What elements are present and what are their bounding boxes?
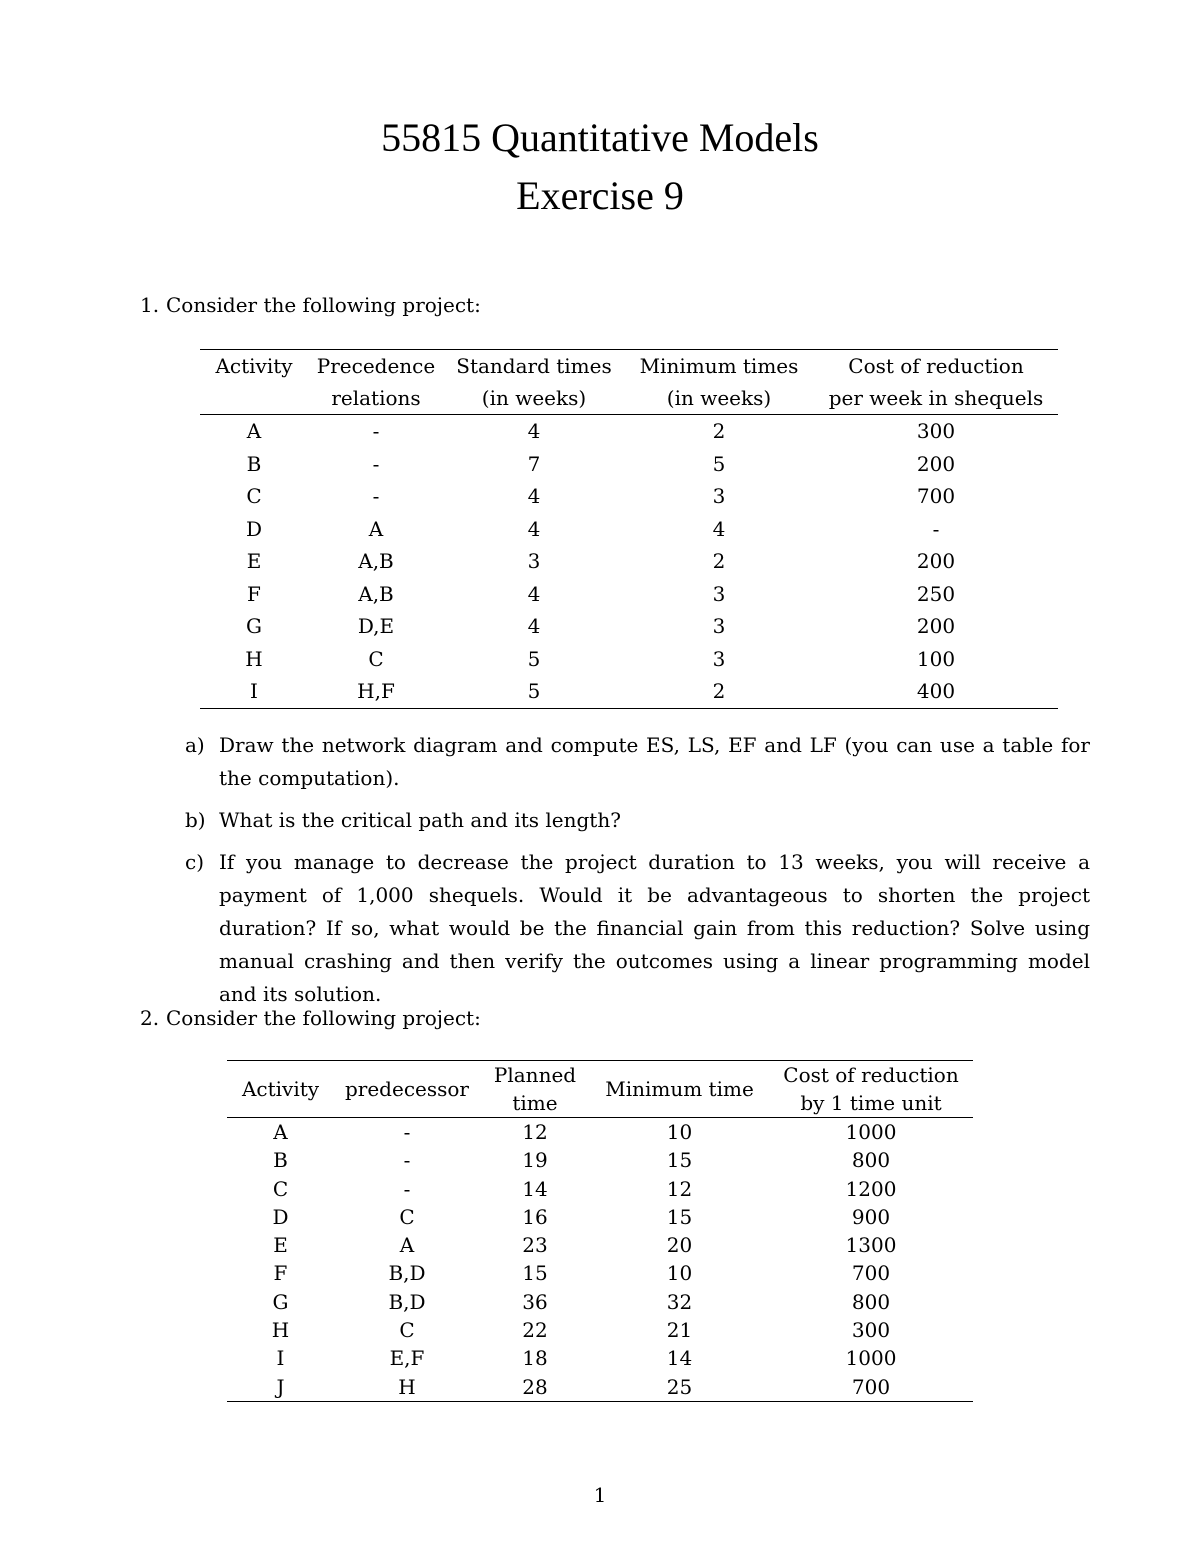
table-cell: A bbox=[399, 1233, 415, 1258]
question-2-text: Consider the following project: bbox=[166, 1006, 481, 1030]
table-row bbox=[200, 448, 1058, 481]
table-row bbox=[200, 675, 1058, 708]
table-cell: 1000 bbox=[845, 1120, 897, 1144]
question-2-intro bbox=[140, 1005, 481, 1031]
table-cell: B,D bbox=[388, 1261, 426, 1286]
table-row bbox=[227, 1316, 973, 1344]
table-row bbox=[200, 415, 1058, 448]
table-cell: 700 bbox=[851, 1261, 891, 1286]
column-header: predecessor bbox=[334, 1061, 480, 1118]
question-2-number: 2. bbox=[140, 1006, 160, 1030]
table-cell: 14 bbox=[666, 1346, 693, 1371]
table-cell: 5 bbox=[712, 451, 726, 476]
table-cell: 2 bbox=[712, 419, 726, 443]
table-cell: 4 bbox=[527, 419, 541, 443]
part-text: If you manage to decrease the project duration to 13 weeks, you will receive a payment of 1,000 shequels. Would it be advantageous to shorten the project duration? If so, what would be the financial gain from this reduction? Solve using manual crashing and then verify the outcomes using a linear programming model and its solution. bbox=[219, 850, 1090, 1006]
table-cell: B bbox=[246, 451, 262, 476]
table-cell: C bbox=[246, 484, 262, 508]
part-text: Draw the network diagram and compute ES, LS, EF and LF (you can use a table for the computation). bbox=[219, 733, 1090, 790]
table-cell: 15 bbox=[666, 1148, 693, 1173]
table-cell: 10 bbox=[666, 1261, 693, 1286]
document-title: 55815 Quantitative Models bbox=[381, 115, 819, 160]
table-cell: 32 bbox=[666, 1289, 693, 1314]
table-cell: 15 bbox=[666, 1204, 693, 1229]
table-row bbox=[200, 643, 1058, 676]
column-header: (in weeks) bbox=[624, 382, 814, 415]
table-row bbox=[227, 1373, 973, 1402]
table-cell: A,B bbox=[358, 581, 394, 606]
table-cell: 200 bbox=[916, 451, 956, 476]
table-cell: 7 bbox=[527, 451, 541, 476]
table-cell: 300 bbox=[851, 1318, 891, 1343]
part-label: b) bbox=[185, 808, 206, 832]
table-cell: I bbox=[276, 1346, 285, 1371]
table-cell: 700 bbox=[851, 1374, 891, 1399]
table-row bbox=[200, 578, 1058, 611]
table-cell: 14 bbox=[522, 1176, 548, 1201]
table-cell: 36 bbox=[522, 1289, 548, 1314]
table-cell: 5 bbox=[527, 679, 541, 703]
column-header: Cost of reduction by 1 time unit bbox=[769, 1061, 973, 1118]
table-cell: D bbox=[245, 516, 263, 541]
table-row bbox=[227, 1146, 973, 1174]
table-cell: 1200 bbox=[845, 1176, 897, 1201]
table-cell: 28 bbox=[522, 1374, 548, 1399]
table-cell: 800 bbox=[851, 1289, 891, 1314]
question-1-number: 1. bbox=[140, 293, 160, 317]
table-cell: 22 bbox=[522, 1318, 548, 1343]
table-cell: 15 bbox=[522, 1261, 548, 1286]
column-header: Precedence bbox=[316, 354, 436, 378]
column-header bbox=[200, 382, 308, 415]
table-cell: E bbox=[246, 549, 262, 573]
table-cell: B,D bbox=[388, 1289, 426, 1314]
question-1-part-a bbox=[185, 729, 1090, 795]
question-1-part-b bbox=[185, 804, 1090, 837]
table-cell: 200 bbox=[916, 549, 956, 573]
table-cell: C bbox=[399, 1318, 415, 1343]
page-number: 1 bbox=[593, 1483, 607, 1507]
table-cell: - bbox=[372, 484, 380, 508]
table-row bbox=[200, 610, 1058, 643]
table-row bbox=[227, 1231, 973, 1259]
table-cell: 23 bbox=[522, 1233, 548, 1258]
table-cell: H,F bbox=[357, 679, 395, 703]
table-cell: - bbox=[372, 419, 380, 443]
table-cell: 12 bbox=[522, 1120, 548, 1144]
table-cell: 4 bbox=[527, 581, 541, 606]
table-cell: E bbox=[273, 1233, 288, 1258]
table-cell: G bbox=[272, 1289, 289, 1314]
table-cell: 10 bbox=[666, 1120, 693, 1144]
table-cell: 19 bbox=[522, 1148, 548, 1173]
part-label: a) bbox=[185, 733, 205, 757]
table-cell: 20 bbox=[666, 1233, 693, 1258]
column-header: Activity bbox=[215, 354, 293, 378]
table-row bbox=[227, 1203, 973, 1231]
table-row bbox=[227, 1259, 973, 1287]
column-header: Planned time bbox=[480, 1061, 590, 1118]
table-cell: - bbox=[932, 516, 940, 541]
table-cell: 18 bbox=[522, 1346, 548, 1371]
column-header: Minimum time bbox=[590, 1061, 769, 1118]
table-cell: 21 bbox=[666, 1318, 693, 1343]
table-cell: - bbox=[403, 1148, 411, 1173]
table-cell: A bbox=[246, 419, 262, 443]
table-cell: 700 bbox=[916, 484, 956, 508]
table-cell: 200 bbox=[916, 614, 956, 638]
table-cell: D bbox=[272, 1204, 289, 1229]
table-cell: B bbox=[273, 1148, 288, 1173]
table-cell: C bbox=[368, 646, 384, 671]
table-1-header bbox=[200, 350, 1058, 415]
table-cell: 250 bbox=[916, 581, 956, 606]
table-cell: 100 bbox=[916, 646, 956, 671]
table-cell: 4 bbox=[527, 614, 541, 638]
table-cell: 4 bbox=[527, 516, 541, 541]
table-row bbox=[200, 545, 1058, 578]
table-cell: 1300 bbox=[845, 1233, 897, 1258]
table-cell: A,B bbox=[358, 549, 394, 573]
table-cell: 16 bbox=[522, 1204, 548, 1229]
table-cell: H bbox=[271, 1318, 290, 1343]
table-cell: 4 bbox=[712, 516, 726, 541]
table-row bbox=[227, 1288, 973, 1316]
table-cell: H bbox=[398, 1374, 416, 1399]
table-row bbox=[227, 1118, 973, 1147]
table-cell: 300 bbox=[916, 419, 956, 443]
question-1-part-c bbox=[185, 846, 1090, 1011]
table-cell: F bbox=[273, 1261, 288, 1286]
question-1-intro bbox=[140, 292, 481, 318]
table-cell: 3 bbox=[527, 549, 541, 573]
table-cell: F bbox=[247, 581, 261, 606]
table-cell: H bbox=[245, 646, 263, 671]
table-cell: C bbox=[272, 1176, 289, 1201]
table-cell: C bbox=[399, 1204, 415, 1229]
column-header: Standard times bbox=[456, 354, 612, 378]
table-cell: 5 bbox=[527, 646, 541, 671]
table-row bbox=[227, 1344, 973, 1372]
part-text: What is the critical path and its length? bbox=[219, 808, 621, 832]
table-cell: 400 bbox=[916, 679, 956, 703]
table-cell: A bbox=[368, 516, 384, 541]
project-table-2 bbox=[227, 1060, 973, 1402]
table-cell: - bbox=[403, 1176, 411, 1201]
table-2-header bbox=[227, 1061, 973, 1118]
table-cell: 25 bbox=[666, 1374, 693, 1399]
table-cell: J bbox=[276, 1374, 285, 1399]
table-cell: - bbox=[403, 1120, 411, 1144]
column-header: (in weeks) bbox=[444, 382, 624, 415]
column-header: Activity bbox=[227, 1061, 334, 1118]
column-header: Minimum times bbox=[639, 354, 799, 378]
table-cell: 12 bbox=[666, 1176, 693, 1201]
project-table-1 bbox=[200, 349, 1058, 709]
table-cell: 3 bbox=[712, 646, 726, 671]
table-cell: 4 bbox=[527, 484, 541, 508]
column-header: relations bbox=[308, 382, 444, 415]
question-1-text: Consider the following project: bbox=[166, 293, 481, 317]
table-cell: E,F bbox=[389, 1346, 425, 1371]
table-cell: 2 bbox=[712, 679, 726, 703]
table-row bbox=[227, 1175, 973, 1203]
table-row bbox=[200, 480, 1058, 513]
table-cell: G bbox=[246, 614, 262, 638]
table-cell: A bbox=[273, 1120, 288, 1144]
table-cell: 3 bbox=[712, 484, 726, 508]
table-row bbox=[200, 513, 1058, 546]
table-cell: 900 bbox=[851, 1204, 891, 1229]
table-cell: I bbox=[250, 679, 258, 703]
table-cell: 2 bbox=[712, 549, 726, 573]
table-cell: 3 bbox=[712, 614, 726, 638]
table-cell: - bbox=[372, 451, 380, 476]
part-label: c) bbox=[185, 850, 205, 874]
document-subtitle: Exercise 9 bbox=[516, 173, 684, 218]
column-header: per week in shequels bbox=[814, 382, 1058, 415]
table-cell: D,E bbox=[357, 614, 395, 638]
table-cell: 800 bbox=[851, 1148, 891, 1173]
column-header: Cost of reduction bbox=[848, 354, 1024, 378]
table-cell: 3 bbox=[712, 581, 726, 606]
table-cell: 1000 bbox=[845, 1346, 897, 1371]
